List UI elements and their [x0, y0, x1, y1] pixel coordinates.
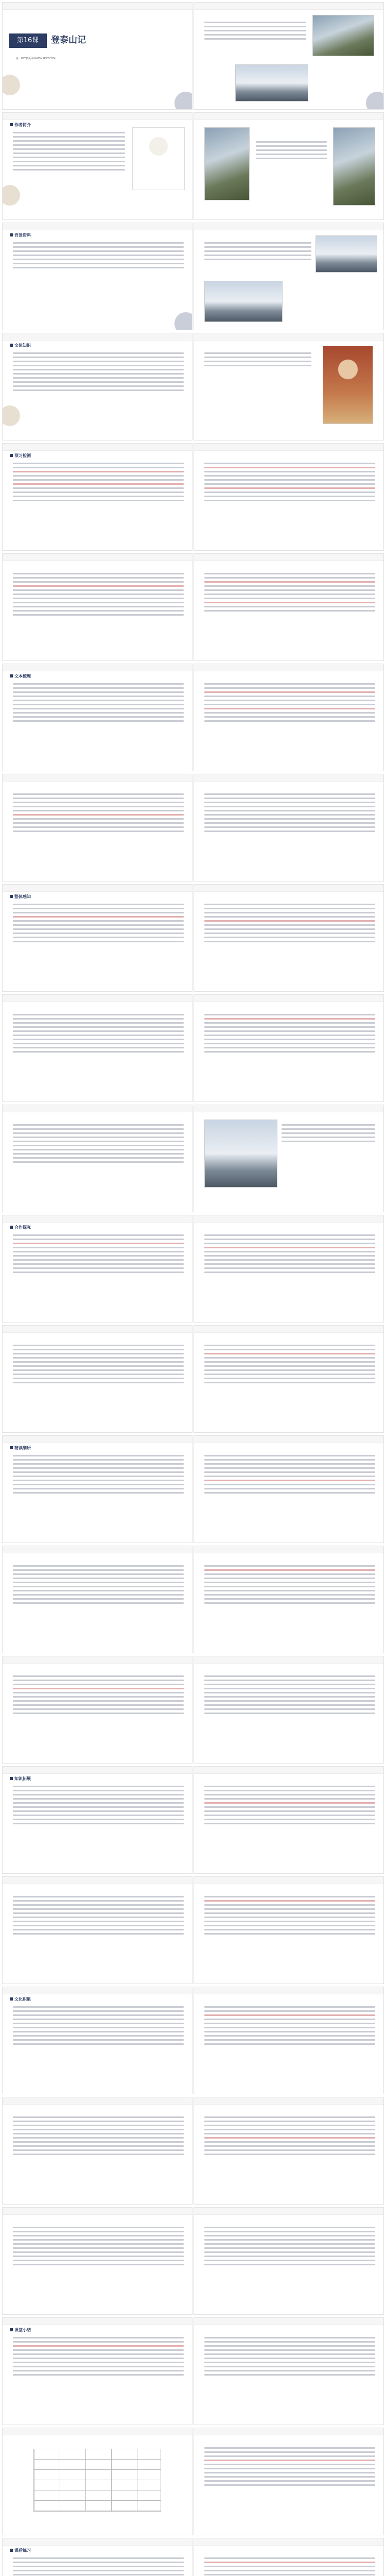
- slide-text-page[interactable]: [194, 553, 384, 661]
- slide-text: [13, 2004, 184, 2047]
- slide-topbar: [3, 1546, 192, 1553]
- slide-text-page[interactable]: [2, 1546, 192, 1653]
- slide-text-page[interactable]: [194, 2317, 384, 2425]
- slide-heading: 预习检测: [10, 453, 31, 459]
- slide-text-page[interactable]: [194, 664, 384, 771]
- slide-topbar: [3, 1215, 192, 1223]
- slide-text: [204, 1342, 375, 1386]
- slide-portrait[interactable]: [194, 333, 384, 440]
- slide-text-page[interactable]: [2, 2207, 192, 2315]
- slide-text: [13, 1783, 184, 1827]
- slide-topbar: [194, 885, 383, 892]
- slide-table[interactable]: [2, 2428, 192, 2535]
- slide-topbar: [194, 774, 383, 782]
- slide-text: [204, 1673, 375, 1717]
- slide-topbar: [194, 2208, 383, 2215]
- slide-topbar: [194, 1215, 383, 1223]
- slide-text-page[interactable]: [194, 2097, 384, 2205]
- slide-text: [204, 19, 306, 42]
- slide-topbar: [3, 774, 192, 782]
- title-slide[interactable]: [2, 2, 192, 110]
- slide-topbar: [194, 1436, 383, 1443]
- slide-photo[interactable]: [194, 1105, 384, 1212]
- slide-text-page[interactable]: [2, 1876, 192, 1984]
- slide-text: [204, 2555, 375, 2576]
- slide-topbar: [194, 1546, 383, 1553]
- slide-text: [13, 681, 184, 724]
- slide-topbar: [3, 885, 192, 892]
- slide-text: [13, 1563, 184, 1606]
- slide-text-page[interactable]: [2, 774, 192, 882]
- slide-topbar: [3, 333, 192, 341]
- slide-text: [13, 1011, 184, 1055]
- slide-inquiry[interactable]: [2, 1215, 192, 1323]
- slide-summary[interactable]: [2, 2317, 192, 2425]
- decor-circle: [2, 185, 20, 206]
- slide-text: [204, 570, 375, 614]
- mountain-photo: [312, 15, 374, 56]
- mountain-photo: [315, 235, 377, 273]
- slide-text: [204, 2004, 375, 2047]
- slide-text-page[interactable]: [194, 884, 384, 992]
- slide-text: [204, 240, 311, 263]
- slide-overview[interactable]: [2, 884, 192, 992]
- slide-photo[interactable]: [194, 2, 384, 110]
- slide-text: [204, 2114, 375, 2158]
- decor-circle: [174, 312, 192, 330]
- slide-topbar: [194, 664, 383, 671]
- slide-heading: 背景资料: [10, 232, 31, 238]
- slide-text-page[interactable]: [2, 994, 192, 1102]
- slide-text: [13, 2334, 184, 2378]
- decor-circle: [366, 92, 384, 110]
- slide-topbar: [194, 1105, 383, 1112]
- slide-topbar: [194, 3, 383, 10]
- mountain-photo: [204, 281, 283, 322]
- slide-text-page[interactable]: [194, 2538, 384, 2576]
- slide-text: [204, 901, 375, 945]
- slide-text: [13, 460, 184, 504]
- decor-circle: [174, 92, 192, 110]
- slide-topbar: [194, 1877, 383, 1884]
- slide-text-page[interactable]: [194, 1325, 384, 1433]
- lesson-title: 登泰山记: [51, 35, 86, 45]
- slide-heading: 课后练习: [10, 2548, 31, 2553]
- slide-genre[interactable]: [2, 333, 192, 440]
- lesson-badge: 第16课: [9, 33, 47, 48]
- slide-topbar: [3, 2538, 192, 2546]
- slide-heading: 整体感知: [10, 894, 31, 900]
- slide-text: [204, 2224, 375, 2268]
- slide-topbar: [194, 1767, 383, 1774]
- mountain-photo: [204, 127, 250, 200]
- slide-topbar: [3, 444, 192, 451]
- slide-text: [204, 791, 375, 835]
- data-table: [33, 2449, 161, 2512]
- slide-culture[interactable]: [2, 1987, 192, 2094]
- slide-topbar: [3, 2208, 192, 2215]
- slide-topbar: [3, 554, 192, 561]
- slide-text: [13, 350, 184, 394]
- slide-text: [282, 1122, 375, 1145]
- mountain-photo: [235, 64, 308, 101]
- slide-text-page[interactable]: [2, 1656, 192, 1764]
- slide-text: [13, 129, 125, 173]
- slide-topbar: [194, 444, 383, 451]
- slide-topbar: [194, 333, 383, 341]
- slide-topbar: [194, 2318, 383, 2325]
- slide-text: [204, 460, 375, 504]
- slide-topbar: [3, 1105, 192, 1112]
- slide-text: [13, 2114, 184, 2158]
- slide-text-page[interactable]: [2, 1105, 192, 1212]
- slide-topbar: [3, 1326, 192, 1333]
- slide-close-reading[interactable]: [2, 1435, 192, 1543]
- slide-text: [13, 2555, 184, 2576]
- slide-topbar: [194, 1987, 383, 1994]
- slide-outline[interactable]: [2, 664, 192, 771]
- slide-text-page[interactable]: [194, 443, 384, 551]
- slide-text-page[interactable]: [194, 774, 384, 882]
- slide-text: [204, 1783, 375, 1827]
- slide-text: [204, 681, 375, 724]
- slide-text: [13, 1452, 184, 1496]
- slide-text-page[interactable]: [194, 1987, 384, 2094]
- slide-text: [204, 1232, 375, 1276]
- slide-text-page[interactable]: [2, 2097, 192, 2205]
- slide-text: [13, 2224, 184, 2268]
- slide-text: [204, 2445, 375, 2488]
- slide-text-page[interactable]: [194, 1435, 384, 1543]
- slide-topbar: [194, 995, 383, 1002]
- slide-exercise[interactable]: [2, 2538, 192, 2576]
- slide-text: [204, 2334, 375, 2378]
- slide-text: [13, 1893, 184, 1937]
- slide-topbar: [194, 113, 383, 120]
- slide-text-page[interactable]: [194, 994, 384, 1102]
- slide-text-page[interactable]: [194, 1766, 384, 1874]
- slide-extension[interactable]: [2, 1766, 192, 1874]
- slide-heading: 文化积累: [10, 1996, 31, 2002]
- slide-text: [13, 1122, 184, 1165]
- slide-topbar: [3, 1877, 192, 1884]
- slide-topbar: [3, 995, 192, 1002]
- slide-photo[interactable]: [194, 112, 384, 220]
- slide-preview[interactable]: [2, 443, 192, 551]
- slide-topbar: [3, 664, 192, 671]
- author-portrait: [323, 346, 373, 424]
- lesson-subtitle: 第一PPT模板网-WWW.1PPT.COM: [16, 57, 56, 60]
- slide-text: [13, 791, 184, 835]
- slide-text: [13, 1342, 184, 1386]
- slide-background[interactable]: [2, 223, 192, 330]
- slide-text-page[interactable]: [194, 1215, 384, 1323]
- slide-topbar: [3, 2318, 192, 2325]
- slide-text: [204, 1563, 375, 1606]
- decor-circle: [2, 75, 20, 95]
- slide-heading: 课堂小结: [10, 2327, 31, 2333]
- slide-text: [204, 350, 311, 369]
- slide-text: [204, 1893, 375, 1937]
- slide-text-page[interactable]: [194, 1546, 384, 1653]
- slide-text: [204, 1452, 375, 1496]
- slide-author[interactable]: [2, 112, 192, 220]
- slide-topbar: [3, 1767, 192, 1774]
- slide-topbar: [3, 1656, 192, 1664]
- slide-heading: 知识拓展: [10, 1776, 31, 1782]
- slide-text: [13, 240, 184, 271]
- slide-topbar: [194, 2538, 383, 2546]
- mountain-photo: [204, 1120, 277, 1188]
- slide-topbar: [194, 1326, 383, 1333]
- slide-text-page[interactable]: [194, 1876, 384, 1984]
- slide-text: [13, 901, 184, 945]
- slide-topbar: [3, 1987, 192, 1994]
- slide-photo[interactable]: [194, 223, 384, 330]
- slide-topbar: [194, 554, 383, 561]
- slide-topbar: [3, 1436, 192, 1443]
- slide-heading: 文本梳理: [10, 673, 31, 679]
- slide-topbar: [3, 113, 192, 120]
- slide-text: [204, 1011, 375, 1055]
- slide-text-page[interactable]: [194, 1656, 384, 1764]
- slide-heading: 精读细研: [10, 1445, 31, 1451]
- slide-topbar: [3, 2428, 192, 2435]
- author-portrait: [132, 127, 185, 190]
- decor-circle: [2, 405, 20, 426]
- slide-heading: 合作探究: [10, 1225, 31, 1230]
- slide-heading: 文体知识: [10, 343, 31, 348]
- slide-topbar: [194, 223, 383, 230]
- mountain-photo: [333, 127, 375, 206]
- slide-heading: 作者简介: [10, 122, 31, 128]
- slide-topbar: [194, 1656, 383, 1664]
- slide-topbar: [194, 2097, 383, 2105]
- slide-text: [256, 139, 327, 162]
- slide-text-page[interactable]: [2, 553, 192, 661]
- slide-text: [13, 1232, 184, 1276]
- slide-topbar: [3, 2097, 192, 2105]
- slide-topbar: [3, 223, 192, 230]
- slide-text: [13, 1673, 184, 1717]
- slide-text-page[interactable]: [194, 2207, 384, 2315]
- slide-text-page[interactable]: [2, 1325, 192, 1433]
- slide-text-page[interactable]: [194, 2428, 384, 2535]
- slide-topbar: [3, 3, 192, 10]
- slide-text: [13, 570, 184, 618]
- slide-topbar: [194, 2428, 383, 2435]
